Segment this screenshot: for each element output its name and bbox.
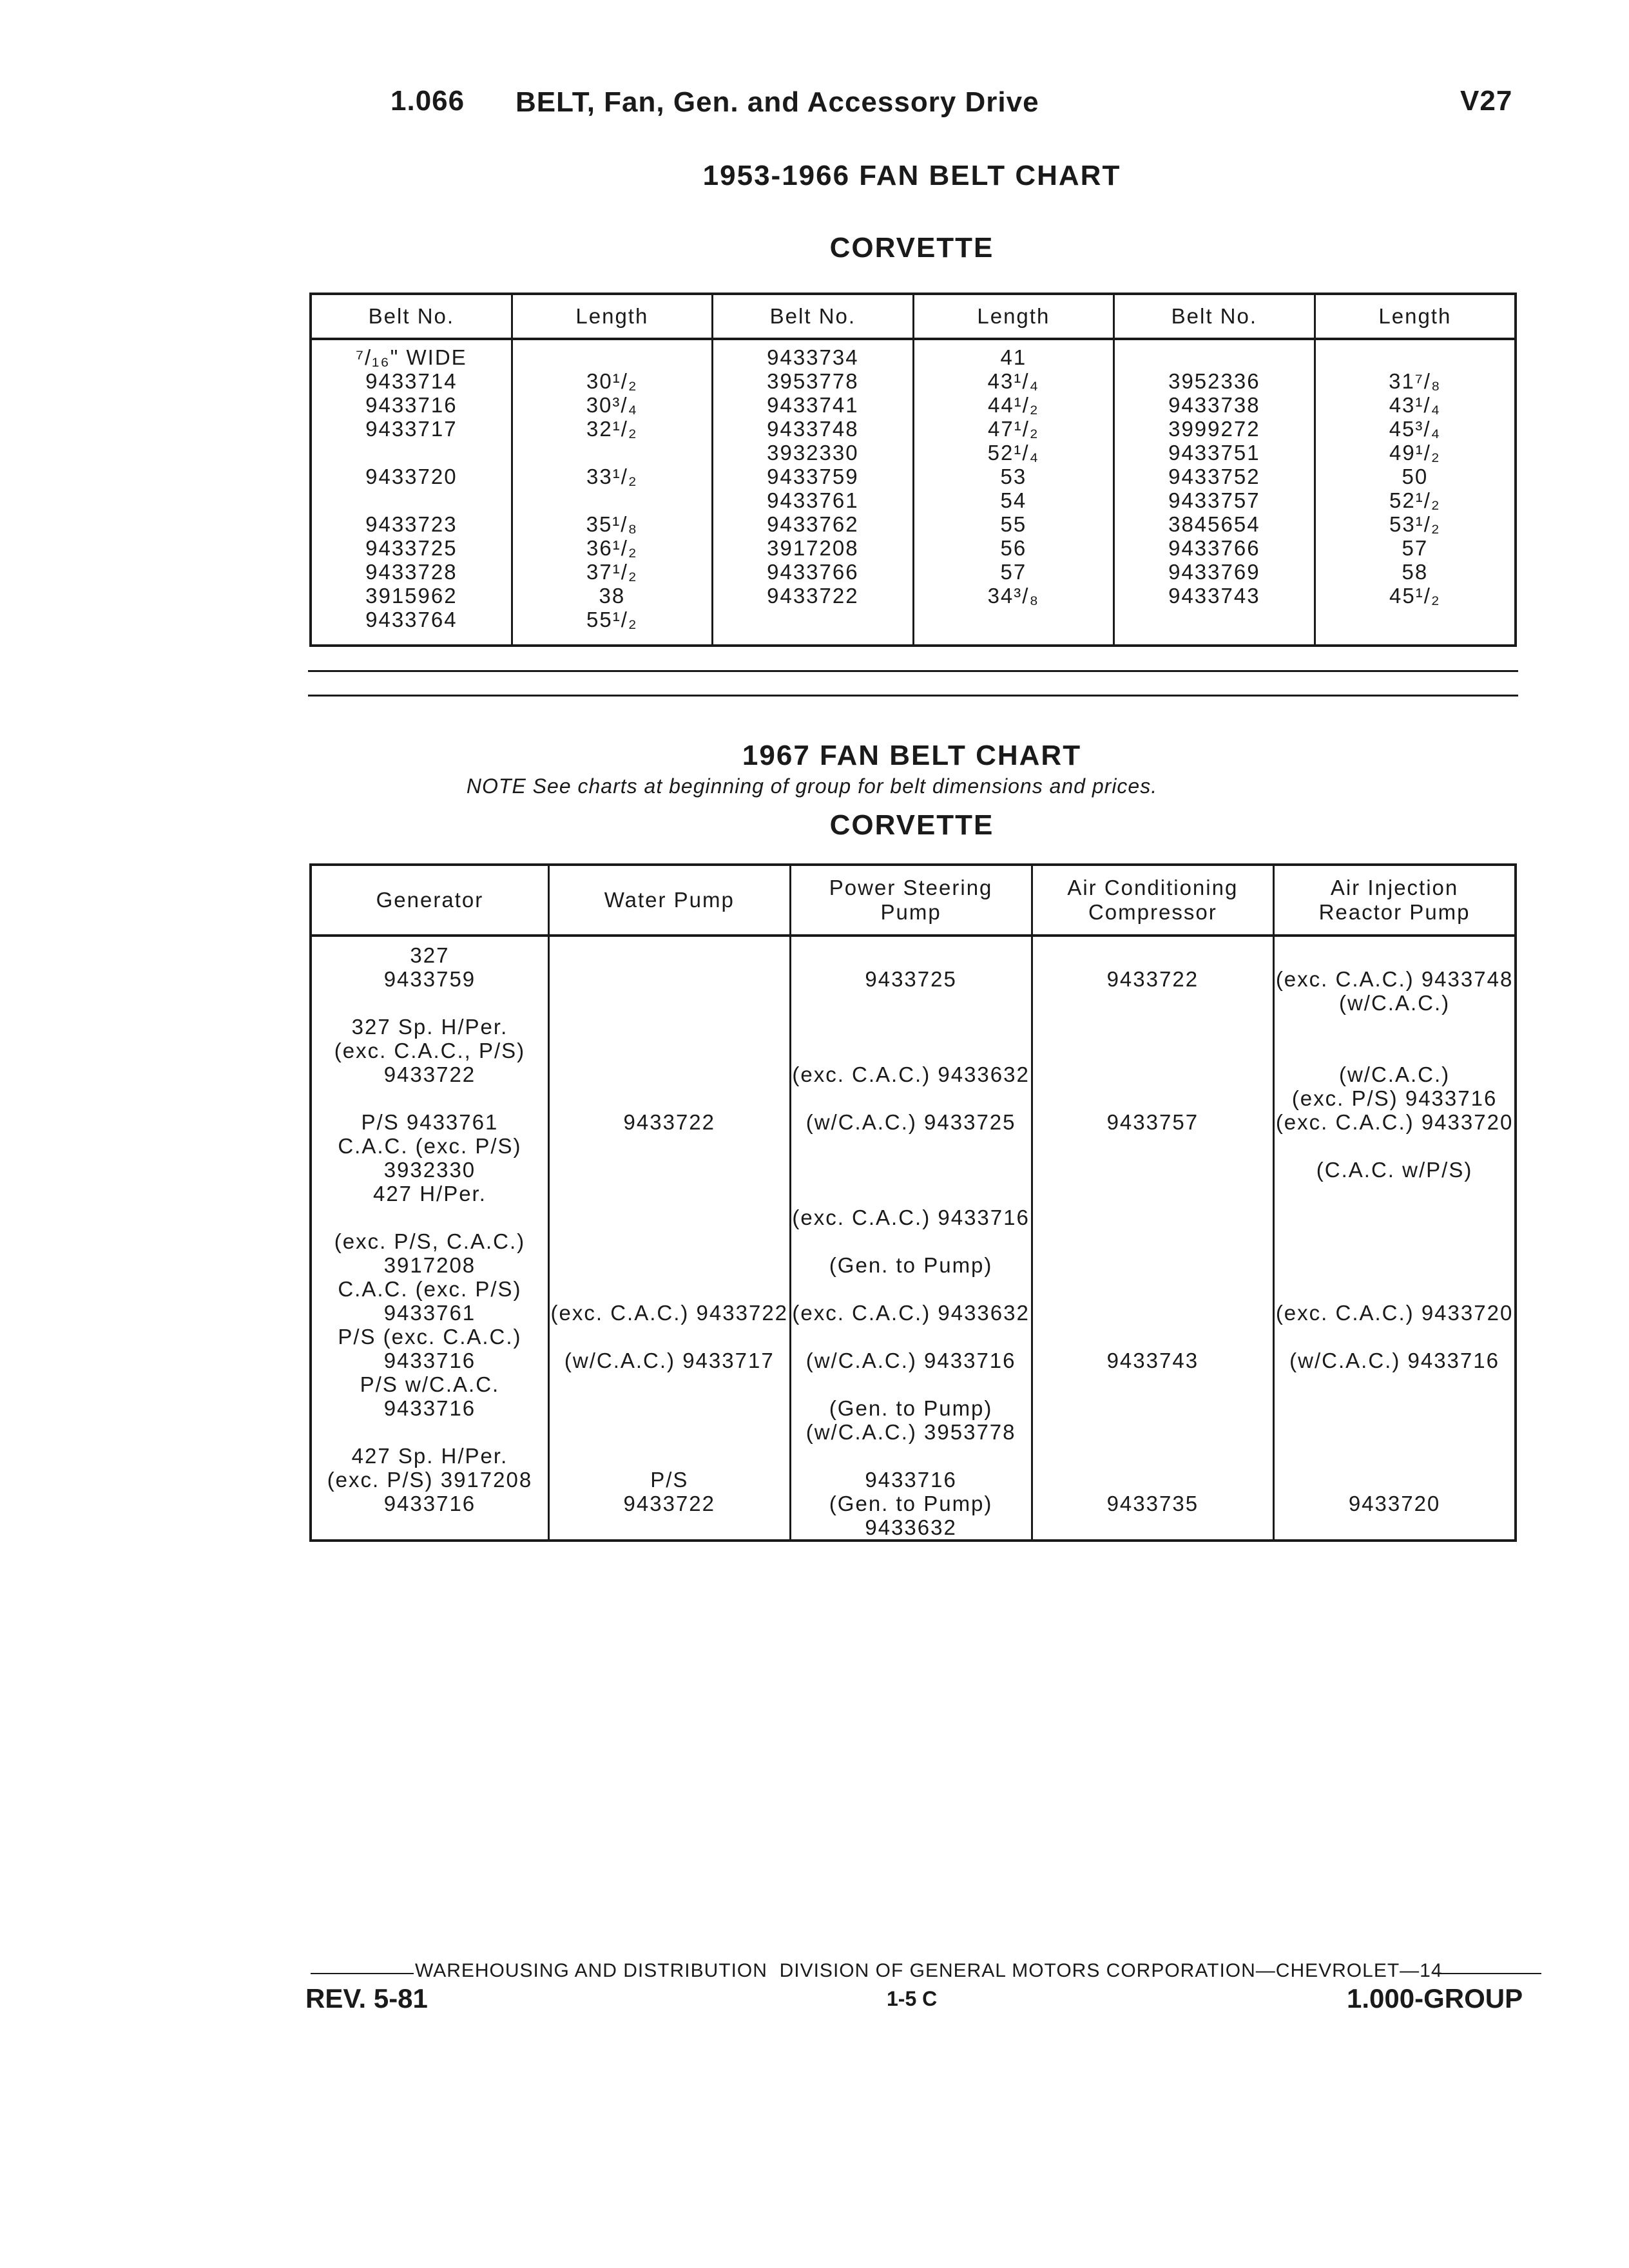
column-header: Belt No. [712, 294, 913, 339]
chart1-subtitle: CORVETTE [829, 232, 994, 264]
table-cell: 30³/₄ [512, 393, 712, 417]
table-cell: 36¹/₂ [512, 536, 712, 560]
chart2-title: 1967 FAN BELT CHART [742, 740, 1082, 771]
generator-column: 327 9433759 327 Sp. H/Per. (exc. C.A.C., P/S) 9433722 P/S 9433761 C.A.C. (exc. P/S) 3932330 427 H/Per. (exc. P/S, C.A.C.) 3917208 C.A.C. (exc. P/S) 9433761 P/S (exc. C.A.C.) 9433716 P/S w/C.A.C. 9433716 427 Sp. H/Per. (exc. P/S) 3917208 9433716 [311, 936, 548, 1541]
table-cell: 9433764 [311, 608, 512, 646]
table-cell: 9433752 [1113, 465, 1315, 488]
table-cell: 9433714 [311, 369, 512, 393]
column-header: Generator [311, 865, 548, 936]
table-cell: 9433738 [1113, 393, 1315, 417]
table-cell: 52¹/₂ [1315, 488, 1516, 512]
table-cell: 3999272 [1113, 417, 1315, 441]
water-pump-column: 9433722 (exc. C.A.C.) 9433722 (w/C.A.C.) 9433717 P/S 9433722 [548, 936, 790, 1541]
column-header: Air Injection Reactor Pump [1274, 865, 1516, 936]
section-title: BELT, Fan, Gen. and Accessory Drive [516, 86, 1039, 118]
table-cell: 3953778 [712, 369, 913, 393]
table-cell: 53¹/₂ [1315, 512, 1516, 536]
table-cell [1315, 608, 1516, 646]
footer-rule-left [311, 1973, 414, 1974]
table-row [311, 512, 1516, 536]
table-body [311, 339, 1516, 646]
table-cell: 3952336 [1113, 369, 1315, 393]
footer-group: 1.000-GROUP [1347, 1983, 1523, 2013]
table-cell [512, 488, 712, 512]
fan-belt-chart-1967 [309, 863, 1517, 1542]
table-cell: 9433723 [311, 512, 512, 536]
table-cell: 38 [512, 584, 712, 608]
table-cell: 35¹/₈ [512, 512, 712, 536]
column-header: Power Steering Pump [790, 865, 1032, 936]
table-cell: 49¹/₂ [1315, 441, 1516, 465]
table-cell: 9433717 [311, 417, 512, 441]
table-cell: 9433751 [1113, 441, 1315, 465]
column-header: Air Conditioning Compressor [1032, 865, 1274, 936]
table-cell: 57 [1315, 536, 1516, 560]
table-cell: 32¹/₂ [512, 417, 712, 441]
column-header: Belt No. [311, 294, 512, 339]
table-row [311, 417, 1516, 441]
chart1-title: 1953-1966 FAN BELT CHART [702, 160, 1121, 191]
table-cell: 3845654 [1113, 512, 1315, 536]
table-cell: 9433769 [1113, 560, 1315, 584]
table-cell: 58 [1315, 560, 1516, 584]
table-cell: 9433722 [712, 584, 913, 608]
table-cell [712, 608, 913, 646]
column-header: Length [913, 294, 1113, 339]
chart2-subtitle: CORVETTE [829, 809, 994, 841]
table-cell: 9433759 [712, 465, 913, 488]
table-cell: 9433766 [712, 560, 913, 584]
table-cell: 9433743 [1113, 584, 1315, 608]
table-row [311, 936, 1516, 1541]
air-injection-column: (exc. C.A.C.) 9433748 (w/C.A.C.) (w/C.A.C.) (exc. P/S) 9433716 (exc. C.A.C.) 9433720 (C.A.C. w/P/S) (exc. C.A.C.) 9433720 (w/C.A.C.) 9433716 9433720 [1274, 936, 1516, 1541]
column-header: Belt No. [1113, 294, 1315, 339]
table-cell: 44¹/₂ [913, 393, 1113, 417]
table-cell: 3917208 [712, 536, 913, 560]
table-row [311, 560, 1516, 584]
table-cell: 57 [913, 560, 1113, 584]
air-conditioning-column: 9433722 9433757 9433743 9433735 [1032, 936, 1274, 1541]
table-row [311, 584, 1516, 608]
table-cell [1315, 339, 1516, 369]
table-cell: 53 [913, 465, 1113, 488]
table-row [311, 393, 1516, 417]
footer-rule-right [1433, 1973, 1541, 1974]
table-cell: ⁷/₁₆" WIDE [311, 339, 512, 369]
table-cell: 55¹/₂ [512, 608, 712, 646]
divider [308, 670, 1518, 672]
table-cell: 9433725 [311, 536, 512, 560]
power-steering-column: 9433725 (exc. C.A.C.) 9433632 (w/C.A.C.) 9433725 (exc. C.A.C.) 9433716 (Gen. to Pump) (exc. C.A.C.) 9433632 (w/C.A.C.) 9433716 (Gen. to Pump) (w/C.A.C.) 3953778 9433716 (Gen. to Pump) 9433632 [790, 936, 1032, 1541]
divider [308, 695, 1518, 697]
table-header-row [311, 865, 1516, 936]
table-row [311, 465, 1516, 488]
table-cell: 9433762 [712, 512, 913, 536]
footer-division: WAREHOUSING AND DISTRIBUTION DIVISION OF GENERAL MOTORS CORPORATION—CHEVROLET—14 [415, 1960, 1443, 1981]
section-number: 1.066 [390, 85, 465, 117]
table-row [311, 488, 1516, 512]
table-cell: 55 [913, 512, 1113, 536]
table-row [311, 339, 1516, 369]
column-header: Water Pump [548, 865, 790, 936]
table-cell: 31⁷/₈ [1315, 369, 1516, 393]
table-cell: 9433748 [712, 417, 913, 441]
table-cell [512, 339, 712, 369]
fan-belt-chart-1953-1966 [309, 293, 1517, 647]
table-row [311, 536, 1516, 560]
table-cell: 9433720 [311, 465, 512, 488]
table-cell: 37¹/₂ [512, 560, 712, 584]
table-cell: 54 [913, 488, 1113, 512]
table-cell [311, 441, 512, 465]
page-code: V27 [1460, 85, 1513, 117]
table-row [311, 441, 1516, 465]
table-header-row [311, 294, 1516, 339]
table-cell: 30¹/₂ [512, 369, 712, 393]
table-cell: 45³/₄ [1315, 417, 1516, 441]
table-cell: 34³/₈ [913, 584, 1113, 608]
table-cell: 43¹/₄ [913, 369, 1113, 393]
table-cell: 3915962 [311, 584, 512, 608]
table-cell: 9433716 [311, 393, 512, 417]
table-cell: 56 [913, 536, 1113, 560]
table-cell: 9433757 [1113, 488, 1315, 512]
table-row [311, 608, 1516, 646]
chart2-note: NOTE See charts at beginning of group for belt dimensions and prices. [466, 774, 1158, 798]
table-cell: 9433761 [712, 488, 913, 512]
table-cell [913, 608, 1113, 646]
table-cell [512, 441, 712, 465]
column-header: Length [1315, 294, 1516, 339]
table-cell: 50 [1315, 465, 1516, 488]
table-cell: 47¹/₂ [913, 417, 1113, 441]
column-header: Length [512, 294, 712, 339]
table-row [311, 369, 1516, 393]
table-cell: 41 [913, 339, 1113, 369]
table-cell: 52¹/₄ [913, 441, 1113, 465]
table-cell: 9433766 [1113, 536, 1315, 560]
table-cell [1113, 608, 1315, 646]
footer-revision: REV. 5-81 [305, 1983, 428, 2013]
table-cell: 33¹/₂ [512, 465, 712, 488]
footer-page: 1-5 C [887, 1987, 938, 2010]
table-cell: 9433734 [712, 339, 913, 369]
table-cell: 9433728 [311, 560, 512, 584]
table-cell [1113, 339, 1315, 369]
table-cell [311, 488, 512, 512]
table-cell: 9433741 [712, 393, 913, 417]
table-cell: 3932330 [712, 441, 913, 465]
table-cell: 45¹/₂ [1315, 584, 1516, 608]
table-cell: 43¹/₄ [1315, 393, 1516, 417]
